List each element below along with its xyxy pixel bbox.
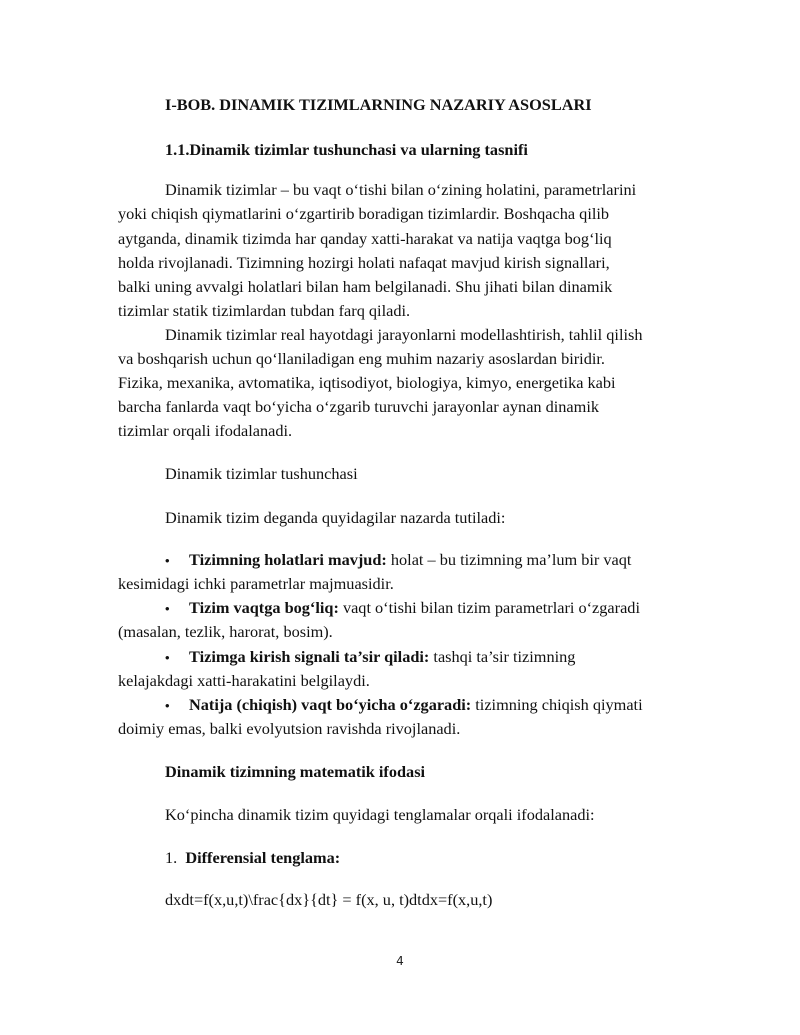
bullet-first-line bbox=[165, 695, 643, 716]
item-label: Differensial tenglama: bbox=[185, 848, 341, 867]
paragraph-line: va boshqarish uchun qo‘llaniladigan eng muhim nazariy asoslardan biridir. bbox=[118, 349, 605, 368]
paragraph-line: aytganda, dinamik tizimda har qanday xatti-harakat va natija vaqtga bog‘liq bbox=[118, 229, 612, 248]
paragraph-line: barcha fanlarda vaqt bo‘yicha o‘zgarib turuvchi jarayonlar aynan dinamik bbox=[118, 397, 599, 416]
bullet-term: Tizimning holatlari mavjud: bbox=[189, 550, 387, 569]
bullet-continuation: kesimidagi ichki parametrlar majmuasidir. bbox=[118, 574, 394, 593]
bullet-term: Tizimga kirish signali ta’sir qiladi: bbox=[189, 647, 430, 666]
section-title: 1.1.Dinamik tizimlar tushunchasi va ularning tasnifi bbox=[165, 140, 528, 159]
bullet-continuation: (masalan, tezlik, harorat, bosim). bbox=[118, 622, 333, 641]
bullet-text: holat – bu tizimning ma’lum bir vaqt bbox=[386, 550, 632, 569]
intro-line: Dinamik tizim deganda quyidagilar nazarda tutiladi: bbox=[165, 508, 506, 527]
bullet-term: Tizim vaqtga bog‘liq: bbox=[189, 598, 339, 617]
paragraph-line: Dinamik tizimlar – bu vaqt o‘tishi bilan o‘zining holatini, parametrlarini bbox=[165, 180, 637, 199]
bullet-first-line bbox=[165, 647, 575, 668]
paragraph-line: balki uning avvalgi holatlari bilan ham belgilanadi. Shu jihati bilan dinamik bbox=[118, 277, 613, 296]
paragraph-line: holda rivojlanadi. Tizimning hozirgi holati nafaqat mavjud kirish signallari, bbox=[118, 253, 610, 272]
page-number: 4 bbox=[396, 954, 404, 968]
paragraph-line: tizimlar statik tizimlardan tubdan farq qiladi. bbox=[118, 301, 411, 320]
subheading-concept: Dinamik tizimlar tushunchasi bbox=[165, 464, 358, 483]
bullet-first-line bbox=[165, 598, 640, 619]
bullet-marker: • bbox=[165, 553, 170, 568]
bullet-continuation: doimiy emas, balki evolyutsion ravishda rivojlanadi. bbox=[118, 719, 461, 738]
paragraph-line: Fizika, mexanika, avtomatika, iqtisodiyot, biologiya, kimyo, energetika kabi bbox=[118, 373, 616, 392]
bullet-text: vaqt o‘tishi bilan tizim parametrlari o‘zgaradi bbox=[338, 598, 640, 617]
bullet-text: tizimning chiqish qiymati bbox=[471, 695, 643, 714]
bullet-first-line bbox=[165, 550, 631, 571]
equation: dxdt=f(x,u,t)\frac{dx}{dt} = f(x, u, t)dtdx=f(x,u,t) bbox=[165, 890, 493, 909]
paragraph-line: tizimlar orqali ifodalanadi. bbox=[118, 421, 293, 440]
bullet-marker: • bbox=[165, 650, 170, 665]
paragraph-line: yoki chiqish qiymatlarini o‘zgartirib boradigan tizimlardir. Boshqacha qilib bbox=[118, 204, 610, 223]
numbered-item bbox=[165, 848, 340, 868]
math-intro: Ko‘pincha dinamik tizim quyidagi tenglamalar orqali ifodalanadi: bbox=[165, 805, 595, 824]
chapter-title: I-BOB. DINAMIK TIZIMLARNING NAZARIY ASOSLARI bbox=[165, 95, 592, 114]
bullet-marker: • bbox=[165, 698, 170, 713]
bullet-term: Natija (chiqish) vaqt bo‘yicha o‘zgaradi: bbox=[189, 695, 472, 714]
bullet-continuation: kelajakdagi xatti-harakatini belgilaydi. bbox=[118, 671, 370, 690]
paragraph-line: Dinamik tizimlar real hayotdagi jarayonlarni modellashtirish, tahlil qilish bbox=[165, 325, 643, 344]
item-number: 1. bbox=[165, 848, 178, 867]
bullet-text: tashqi ta’sir tizimning bbox=[429, 647, 576, 666]
bullet-marker: • bbox=[165, 601, 170, 616]
math-heading: Dinamik tizimning matematik ifodasi bbox=[165, 762, 426, 781]
